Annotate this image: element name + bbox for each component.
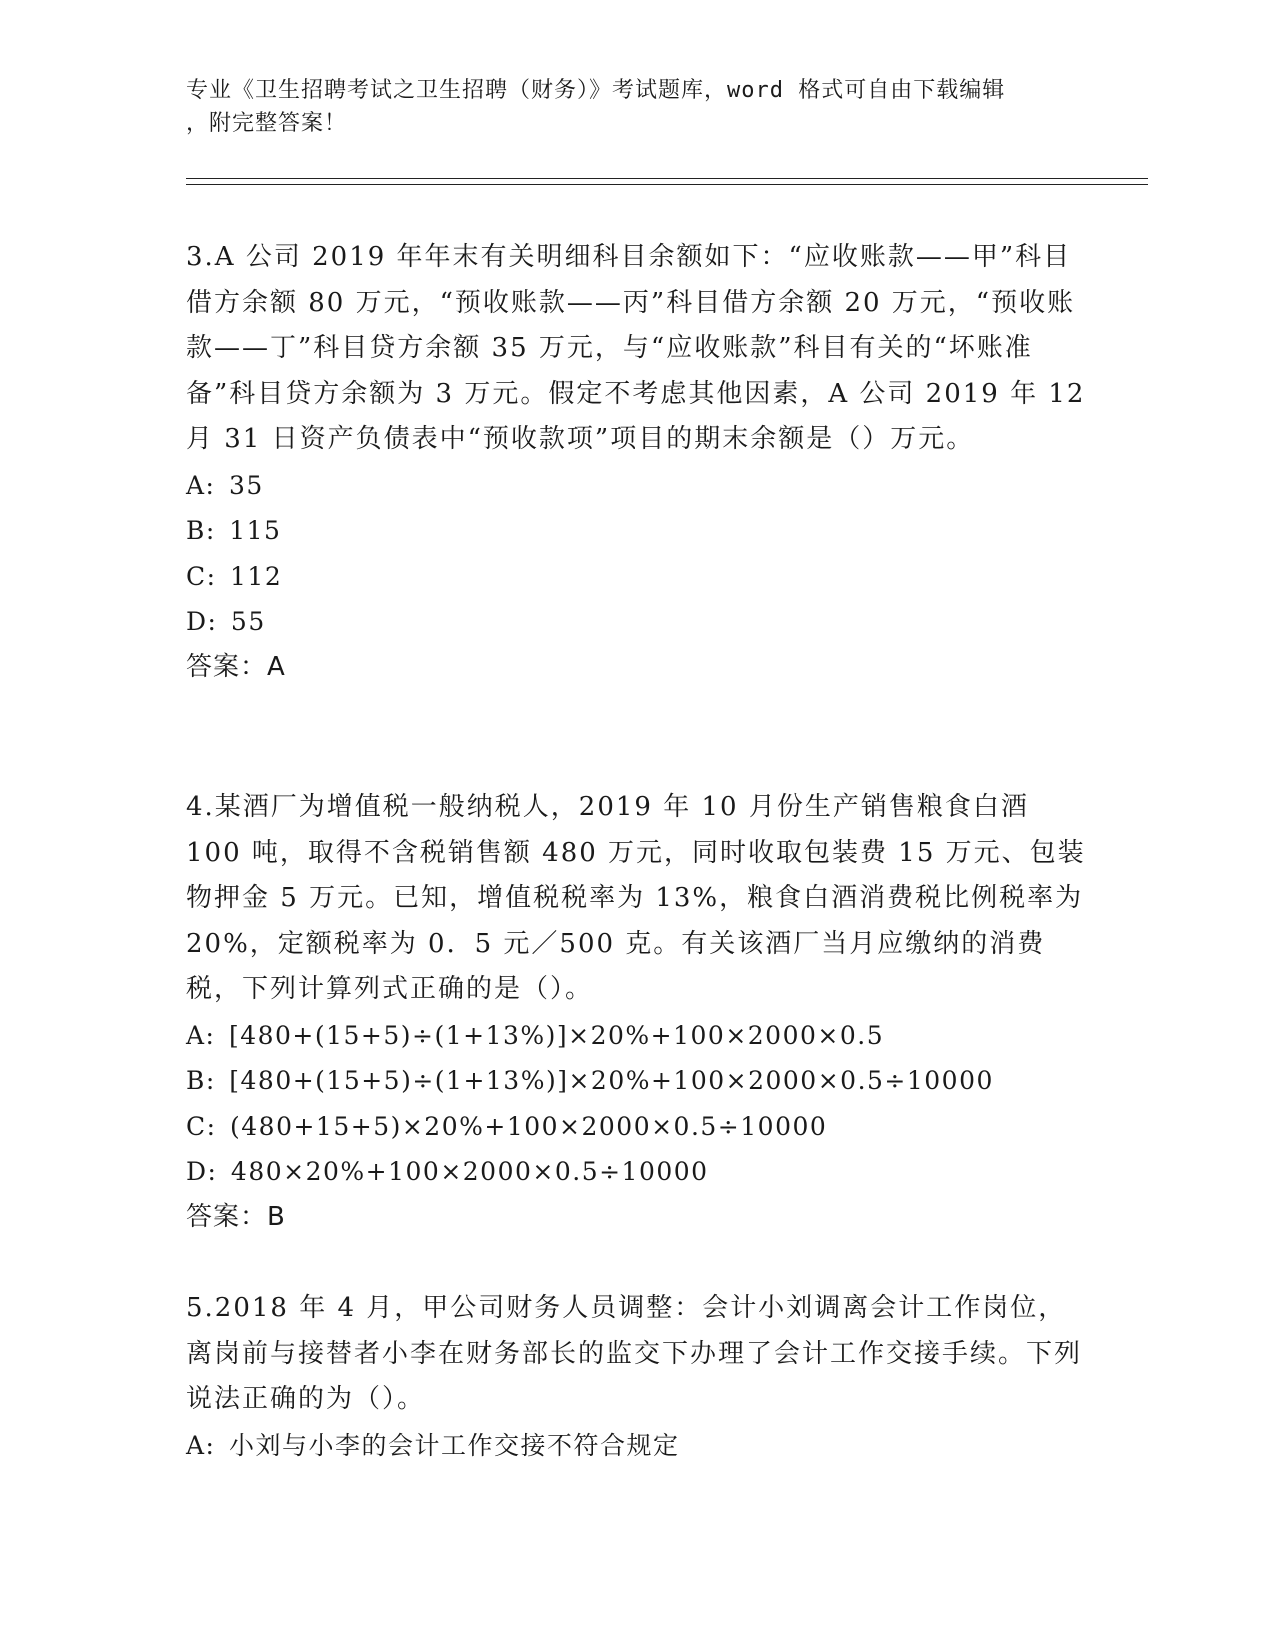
option-letter: A:	[186, 470, 216, 500]
option-letter: C:	[186, 1111, 217, 1141]
option-letter: D:	[186, 1157, 218, 1186]
option-letter: A:	[186, 1430, 216, 1460]
answer-label: 答案：B	[186, 1201, 286, 1232]
header-line-2: ，附完整答案！	[186, 111, 348, 136]
header-rule-bottom	[186, 184, 1148, 185]
header-line-1: 专业《卫生招聘考试之卫生招聘（财务）》考试题库，word 格式可自由下载编辑	[186, 78, 1006, 103]
option-d	[186, 599, 1086, 645]
option-d	[186, 1149, 1086, 1195]
document-header	[186, 74, 1086, 140]
option-letter: B:	[186, 1066, 216, 1095]
option-b	[186, 1058, 1086, 1104]
question-5	[186, 1286, 1086, 1468]
option-b	[186, 508, 1086, 554]
option-text: (480+15+5)×20%+100×2000×0.5÷10000	[230, 1111, 828, 1141]
option-letter: A:	[186, 1020, 216, 1050]
option-a	[186, 1423, 1086, 1469]
question-text: 5.2018 年 4 月，甲公司财务人员调整：会计小刘调离会计工作岗位，离岗前与接替者小李在财务部长的监交下办理了会计工作交接手续。下列说法正确的为（）。	[186, 1293, 1083, 1414]
option-letter: D:	[186, 607, 218, 636]
option-text: 35	[228, 470, 264, 500]
option-text: 55	[230, 607, 266, 636]
option-text: [480+(15+5)÷(1+13%)]×20%+100×2000×0.5	[228, 1020, 885, 1050]
option-letter: B:	[186, 516, 216, 545]
option-c	[186, 1104, 1086, 1150]
header-rule-top	[186, 178, 1148, 179]
option-text: 小刘与小李的会计工作交接不符合规定	[228, 1430, 680, 1460]
question-4	[186, 785, 1086, 1240]
option-a	[186, 463, 1086, 509]
question-text: 3.A 公司 2019 年年末有关明细科目余额如下：“应收账款——甲”科目借方余额 80 万元，“预收账款——丙”科目借方余额 20 万元，“预收账款——丁”科目贷方余额 35 万元，与“应收账款”科目有关的“坏账准备”科目贷方余额为 3 万元。假定不考虑其他因素，A 公司 2019 年 12 月 31 日资产负债表中“预收款项”项目的期末余额是（）万元。	[186, 242, 1086, 454]
option-a	[186, 1013, 1086, 1059]
question-text: 4.某酒厂为增值税一般纳税人，2019 年 10 月份生产销售粮食白酒 100 吨，取得不含税销售额 480 万元，同时收取包装费 15 万元、包装物押金 5 万元。已知，增值税税率为 13%，粮食白酒消费税比例税率为 20%，定额税率为 0．5 元／500 克。有关该酒厂当月应缴纳的消费税，下列计算列式正确的是（）。	[186, 792, 1086, 1004]
option-letter: C:	[186, 561, 217, 591]
option-text: [480+(15+5)÷(1+13%)]×20%+100×2000×0.5÷10000	[229, 1066, 994, 1095]
option-text: 480×20%+100×2000×0.5÷10000	[230, 1157, 709, 1186]
answer-label: 答案：A	[186, 651, 286, 682]
option-text: 112	[230, 561, 283, 591]
question-3	[186, 235, 1086, 690]
option-text: 115	[229, 516, 282, 545]
option-c	[186, 554, 1086, 600]
